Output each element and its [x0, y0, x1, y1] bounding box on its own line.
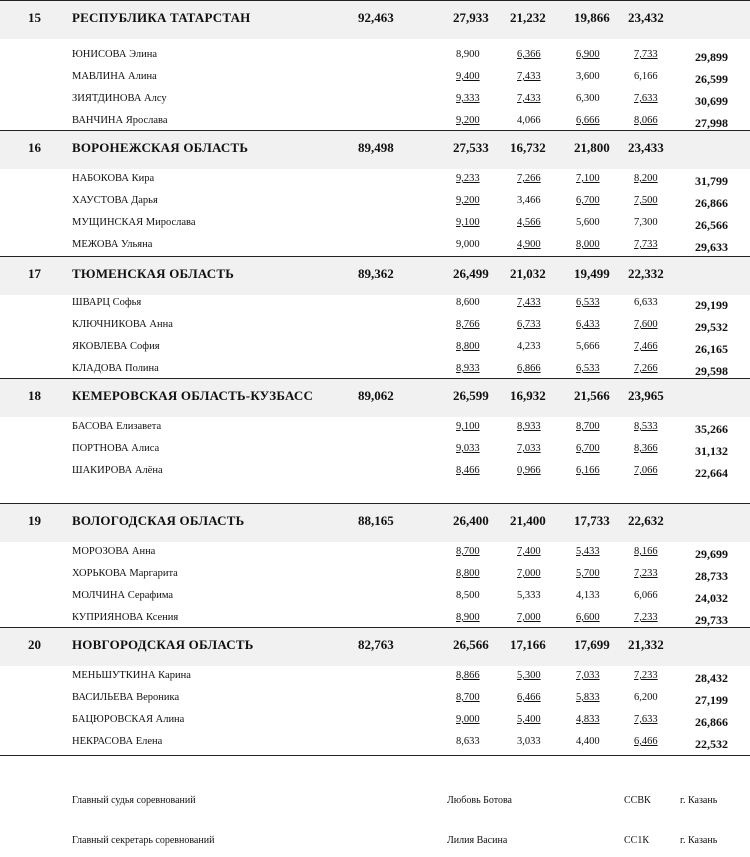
athlete-name: БАЦЮРОВСКАЯ Алина	[72, 714, 185, 725]
athlete-name: ХОРЬКОВА Маргарита	[72, 568, 178, 579]
athlete-score: 7,433	[517, 297, 541, 308]
athlete-total: 28,432	[695, 671, 728, 685]
athlete-score: 7,033	[517, 443, 541, 454]
athlete-total: 22,532	[695, 737, 728, 751]
athlete-name: КЛАДОВА Полина	[72, 363, 159, 374]
team-app-score: 21,400	[510, 513, 546, 528]
athlete-score: 5,333	[517, 590, 541, 601]
team-total: 89,062	[358, 388, 394, 403]
athlete-name: ШВАРЦ Софья	[72, 297, 142, 308]
athlete-score: 8,500	[456, 590, 480, 601]
athlete-score: 7,433	[517, 71, 541, 82]
athlete-score: 6,200	[634, 692, 658, 703]
athlete-score: 8,166	[634, 546, 658, 557]
team-header	[0, 378, 750, 417]
athlete-score: 8,900	[456, 49, 480, 60]
table-bottom-rule	[0, 755, 750, 756]
team-name: ВОРОНЕЖСКАЯ ОБЛАСТЬ	[72, 140, 249, 155]
athlete-score: 4,400	[576, 736, 600, 747]
athlete-score: 6,900	[576, 49, 600, 60]
team-app-score: 23,965	[628, 388, 664, 403]
team-app-score: 16,732	[510, 140, 546, 155]
athlete-row	[0, 192, 750, 214]
signature-city: г. Казань	[680, 835, 718, 846]
athlete-total: 29,532	[695, 320, 728, 334]
athlete-row	[0, 543, 750, 565]
athlete-name: ВАНЧИНА Ярослава	[72, 115, 168, 126]
athlete-score: 6,733	[517, 319, 541, 330]
athlete-score: 6,533	[576, 363, 600, 374]
athlete-score: 6,533	[576, 297, 600, 308]
athlete-score: 5,600	[576, 217, 600, 228]
athlete-score: 5,300	[517, 670, 541, 681]
athlete-score: 6,433	[576, 319, 600, 330]
athlete-score: 4,133	[576, 590, 600, 601]
athlete-row	[0, 214, 750, 236]
athlete-total: 30,699	[695, 94, 728, 108]
athlete-name: КЛЮЧНИКОВА Анна	[72, 319, 173, 330]
athlete-score: 6,466	[517, 692, 541, 703]
athlete-score: 3,033	[517, 736, 541, 747]
athlete-name: МЕЖОВА Ульяна	[72, 239, 153, 250]
athlete-total: 28,733	[695, 569, 728, 583]
athlete-score: 7,433	[517, 93, 541, 104]
athlete-name: ЗИЯТДИНОВА Алсу	[72, 93, 167, 104]
athlete-score: 7,266	[517, 173, 541, 184]
team-name: КЕМЕРОВСКАЯ ОБЛАСТЬ-КУЗБАСС	[72, 388, 314, 403]
athlete-score: 7,233	[634, 612, 658, 623]
athlete-total: 29,199	[695, 298, 728, 312]
athlete-score: 8,700	[456, 692, 480, 703]
athlete-row	[0, 46, 750, 68]
athlete-name: ВАСИЛЬЕВА Вероника	[72, 692, 180, 703]
athlete-score: 8,866	[456, 670, 480, 681]
team-app-score: 21,566	[574, 388, 610, 403]
athlete-total: 31,132	[695, 444, 728, 458]
athlete-total: 29,598	[695, 364, 728, 378]
athlete-score: 8,800	[456, 341, 480, 352]
team-app-score: 17,733	[574, 513, 610, 528]
team-total: 88,165	[358, 513, 394, 528]
athlete-score: 8,700	[576, 421, 600, 432]
athlete-score: 6,366	[517, 49, 541, 60]
team-total: 89,362	[358, 266, 394, 281]
athlete-total: 26,566	[695, 218, 728, 232]
signature-role: Главный секретарь соревнований	[72, 835, 215, 846]
signature-person: Лилия Васина	[447, 835, 508, 846]
team-name: ТЮМЕНСКАЯ ОБЛАСТЬ	[72, 266, 235, 281]
athlete-score: 6,300	[576, 93, 600, 104]
athlete-total: 27,199	[695, 693, 728, 707]
athlete-row	[0, 711, 750, 733]
athlete-score: 0,966	[517, 465, 541, 476]
athlete-score: 9,000	[456, 239, 480, 250]
athlete-row	[0, 338, 750, 360]
athlete-score: 8,933	[456, 363, 480, 374]
athlete-score: 7,633	[634, 714, 658, 725]
athlete-score: 7,066	[634, 465, 658, 476]
athlete-row	[0, 462, 750, 484]
athlete-score: 6,466	[634, 736, 658, 747]
athlete-name: НАБОКОВА Кира	[72, 173, 155, 184]
athlete-total: 31,799	[695, 174, 728, 188]
athlete-score: 6,166	[634, 71, 658, 82]
team-header	[0, 256, 750, 295]
team-total: 92,463	[358, 10, 394, 25]
athlete-score: 5,400	[517, 714, 541, 725]
athlete-row	[0, 440, 750, 462]
athlete-score: 7,000	[517, 568, 541, 579]
team-app-score: 22,332	[628, 266, 664, 281]
team-app-score: 23,433	[628, 140, 664, 155]
signature-category: СС1К	[624, 835, 650, 846]
team-header	[0, 0, 750, 39]
athlete-score: 7,100	[576, 173, 600, 184]
team-app-score: 26,599	[453, 388, 489, 403]
athlete-score: 7,033	[576, 670, 600, 681]
athlete-score: 3,466	[517, 195, 541, 206]
team-header	[0, 130, 750, 169]
athlete-score: 8,633	[456, 736, 480, 747]
athlete-score: 8,933	[517, 421, 541, 432]
athlete-row	[0, 236, 750, 258]
athlete-score: 7,233	[634, 568, 658, 579]
athlete-score: 7,300	[634, 217, 658, 228]
team-app-score: 17,699	[574, 637, 610, 652]
athlete-score: 9,333	[456, 93, 480, 104]
team-name: НОВГОРОДСКАЯ ОБЛАСТЬ	[72, 637, 254, 652]
athlete-row	[0, 565, 750, 587]
team-rank: 15	[28, 10, 41, 25]
athlete-score: 5,666	[576, 341, 600, 352]
athlete-row	[0, 689, 750, 711]
team-header	[0, 503, 750, 542]
athlete-score: 6,066	[634, 590, 658, 601]
team-app-score: 26,499	[453, 266, 489, 281]
team-rank: 16	[28, 140, 41, 155]
athlete-score: 7,400	[517, 546, 541, 557]
athlete-score: 8,600	[456, 297, 480, 308]
athlete-score: 9,100	[456, 421, 480, 432]
athlete-total: 29,699	[695, 547, 728, 561]
athlete-score: 8,766	[456, 319, 480, 330]
team-rank: 17	[28, 266, 41, 281]
athlete-name: КУПРИЯНОВА Ксения	[72, 612, 179, 623]
athlete-score: 9,200	[456, 195, 480, 206]
athlete-score: 9,100	[456, 217, 480, 228]
athlete-score: 6,866	[517, 363, 541, 374]
team-app-score: 27,533	[453, 140, 489, 155]
athlete-score: 6,700	[576, 443, 600, 454]
athlete-total: 26,866	[695, 196, 728, 210]
team-total: 82,763	[358, 637, 394, 652]
team-app-score: 17,166	[510, 637, 546, 652]
athlete-score: 7,266	[634, 363, 658, 374]
team-rank: 20	[28, 637, 41, 652]
athlete-name: МАВЛИНА Алина	[72, 71, 157, 82]
athlete-score: 7,466	[634, 341, 658, 352]
team-rank: 18	[28, 388, 41, 403]
team-app-score: 21,232	[510, 10, 546, 25]
team-app-score: 19,499	[574, 266, 610, 281]
team-app-score: 26,400	[453, 513, 489, 528]
team-app-score: 27,933	[453, 10, 489, 25]
athlete-score: 9,000	[456, 714, 480, 725]
athlete-score: 8,533	[634, 421, 658, 432]
athlete-score: 8,466	[456, 465, 480, 476]
athlete-score: 7,733	[634, 239, 658, 250]
athlete-score: 7,600	[634, 319, 658, 330]
signature-person: Любовь Ботова	[447, 795, 512, 806]
athlete-name: МЕНЬШУТКИНА Карина	[72, 670, 191, 681]
athlete-score: 9,233	[456, 173, 480, 184]
athlete-row	[0, 170, 750, 192]
athlete-score: 6,166	[576, 465, 600, 476]
athlete-name: МОЛЧИНА Серафима	[72, 590, 174, 601]
team-name: РЕСПУБЛИКА ТАТАРСТАН	[72, 10, 251, 25]
signature-role: Главный судья соревнований	[72, 795, 196, 806]
athlete-score: 7,233	[634, 670, 658, 681]
athlete-score: 5,700	[576, 568, 600, 579]
athlete-score: 9,400	[456, 71, 480, 82]
athlete-score: 4,233	[517, 341, 541, 352]
team-app-score: 21,032	[510, 266, 546, 281]
athlete-score: 4,566	[517, 217, 541, 228]
team-app-score: 16,932	[510, 388, 546, 403]
athlete-score: 8,366	[634, 443, 658, 454]
athlete-name: МУЩИНСКАЯ Мирослава	[72, 217, 196, 228]
athlete-row	[0, 587, 750, 609]
athlete-total: 35,266	[695, 422, 728, 436]
athlete-score: 7,000	[517, 612, 541, 623]
athlete-score: 8,200	[634, 173, 658, 184]
athlete-total: 27,998	[695, 116, 728, 130]
athlete-name: ХАУСТОВА Дарья	[72, 195, 158, 206]
team-total: 89,498	[358, 140, 394, 155]
athlete-score: 8,000	[576, 239, 600, 250]
athlete-name: МОРОЗОВА Анна	[72, 546, 156, 557]
signature-row-judge	[0, 795, 750, 815]
athlete-name: БАСОВА Елизавета	[72, 421, 162, 432]
athlete-total: 29,899	[695, 50, 728, 64]
signature-row-secretary	[0, 835, 750, 855]
athlete-score: 4,833	[576, 714, 600, 725]
team-app-score: 22,632	[628, 513, 664, 528]
team-app-score: 26,566	[453, 637, 489, 652]
team-rank: 19	[28, 513, 41, 528]
athlete-score: 5,833	[576, 692, 600, 703]
team-app-score: 21,800	[574, 140, 610, 155]
signature-city: г. Казань	[680, 795, 718, 806]
team-header	[0, 627, 750, 666]
athlete-total: 26,866	[695, 715, 728, 729]
athlete-score: 6,666	[576, 115, 600, 126]
athlete-name: НЕКРАСОВА Елена	[72, 736, 163, 747]
athlete-row	[0, 68, 750, 90]
athlete-score: 4,900	[517, 239, 541, 250]
athlete-row	[0, 294, 750, 316]
athlete-score: 8,800	[456, 568, 480, 579]
athlete-score: 7,633	[634, 93, 658, 104]
athlete-score: 9,033	[456, 443, 480, 454]
athlete-row	[0, 90, 750, 112]
athlete-score: 5,433	[576, 546, 600, 557]
team-app-score: 19,866	[574, 10, 610, 25]
athlete-score: 9,200	[456, 115, 480, 126]
athlete-score: 8,900	[456, 612, 480, 623]
athlete-score: 6,700	[576, 195, 600, 206]
team-name: ВОЛОГОДСКАЯ ОБЛАСТЬ	[72, 513, 245, 528]
athlete-row	[0, 316, 750, 338]
athlete-score: 6,600	[576, 612, 600, 623]
signature-category: ССВК	[624, 795, 651, 806]
athlete-name: ЯКОВЛЕВА София	[72, 341, 160, 352]
athlete-score: 7,500	[634, 195, 658, 206]
athlete-score: 8,700	[456, 546, 480, 557]
athlete-score: 4,066	[517, 115, 541, 126]
athlete-name: ШАКИРОВА Алёна	[72, 465, 163, 476]
athlete-total: 29,633	[695, 240, 728, 254]
athlete-score: 6,633	[634, 297, 658, 308]
athlete-name: ЮНИСОВА Элина	[72, 49, 158, 60]
team-app-score: 21,332	[628, 637, 664, 652]
athlete-total: 29,733	[695, 613, 728, 627]
athlete-score: 3,600	[576, 71, 600, 82]
athlete-name: ПОРТНОВА Алиса	[72, 443, 160, 454]
team-app-score: 23,432	[628, 10, 664, 25]
athlete-total: 26,165	[695, 342, 728, 356]
athlete-row	[0, 667, 750, 689]
athlete-score: 7,733	[634, 49, 658, 60]
athlete-total: 24,032	[695, 591, 728, 605]
athlete-row	[0, 733, 750, 755]
athlete-total: 26,599	[695, 72, 728, 86]
athlete-row	[0, 418, 750, 440]
athlete-total: 22,664	[695, 466, 728, 480]
athlete-score: 8,066	[634, 115, 658, 126]
